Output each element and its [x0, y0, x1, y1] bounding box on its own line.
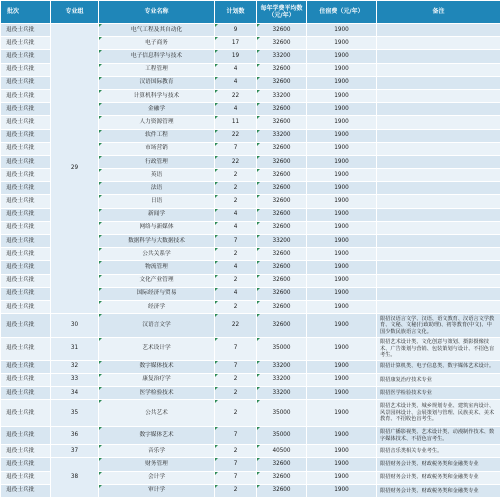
batch-cell: 退役士兵批 [1, 37, 51, 50]
major-cell: 艺术设计学 [99, 338, 215, 361]
plan-cell: 22 [215, 89, 257, 102]
batch-cell: 退役士兵批 [1, 445, 51, 458]
plan-cell: 22 [215, 129, 257, 142]
lodging-cell: 1900 [307, 50, 377, 63]
tuition-cell: 32600 [257, 103, 307, 116]
group-cell: 37 [51, 445, 99, 458]
major-cell: 数据科学与大数据技术 [99, 235, 215, 248]
batch-cell: 退役士兵批 [1, 24, 51, 37]
batch-cell: 退役士兵批 [1, 274, 51, 287]
tuition-cell: 32600 [257, 155, 307, 168]
plan-cell: 2 [215, 300, 257, 313]
lodging-cell: 1900 [307, 103, 377, 116]
lodging-cell: 1900 [307, 142, 377, 155]
plan-cell: 4 [215, 261, 257, 274]
lodging-cell: 1900 [307, 208, 377, 221]
plan-cell: 22 [215, 155, 257, 168]
major-cell: 审计学 [99, 484, 215, 497]
header-group: 专业组 [51, 1, 99, 24]
batch-cell: 退役士兵批 [1, 129, 51, 142]
major-cell: 英语 [99, 169, 215, 182]
major-cell: 日语 [99, 195, 215, 208]
batch-cell: 退役士兵批 [1, 116, 51, 129]
major-cell: 物流管理 [99, 261, 215, 274]
group-cell: 31 [51, 338, 99, 361]
plan-cell: 7 [215, 142, 257, 155]
note-cell: 限招计算机类、电子信息类、数字媒体艺术设计。 [377, 360, 500, 373]
plan-cell: 2 [215, 373, 257, 386]
group-cell: 34 [51, 387, 99, 400]
header-lodging: 住宿费（元/年） [307, 1, 377, 24]
lodging-cell: 1900 [307, 274, 377, 287]
major-cell: 电子信息科学与技术 [99, 50, 215, 63]
table-row [1, 373, 500, 386]
major-cell: 康复治疗学 [99, 373, 215, 386]
tuition-cell: 33200 [257, 235, 307, 248]
tuition-cell: 33200 [257, 373, 307, 386]
header-plan: 计划数 [215, 1, 257, 24]
major-cell: 网络与新媒体 [99, 221, 215, 234]
tuition-cell: 32600 [257, 24, 307, 37]
group-cell: 35 [51, 400, 99, 427]
note-cell [377, 287, 500, 300]
major-cell: 金融学 [99, 103, 215, 116]
batch-cell: 退役士兵批 [1, 221, 51, 234]
lodging-cell: 1900 [307, 63, 377, 76]
plan-cell: 19 [215, 50, 257, 63]
note-cell [377, 89, 500, 102]
note-cell: 限招康复治疗技术专业 [377, 373, 500, 386]
major-cell: 公共关系学 [99, 248, 215, 261]
tuition-cell: 32600 [257, 63, 307, 76]
tuition-cell: 32600 [257, 142, 307, 155]
tuition-cell: 33200 [257, 129, 307, 142]
header-batch: 批次 [1, 1, 51, 24]
plan-cell: 4 [215, 76, 257, 89]
plan-cell: 7 [215, 458, 257, 471]
header-tuition: 每年学费平均数（元/年） [257, 1, 307, 24]
plan-cell: 4 [215, 103, 257, 116]
plan-cell: 7 [215, 338, 257, 361]
lodging-cell: 1900 [307, 248, 377, 261]
lodging-cell: 1900 [307, 338, 377, 361]
plan-cell: 2 [215, 248, 257, 261]
tuition-cell: 32600 [257, 471, 307, 484]
major-cell: 汉语言文学 [99, 314, 215, 338]
tuition-cell: 32600 [257, 37, 307, 50]
lodging-cell: 1900 [307, 360, 377, 373]
note-cell: 限招广播影视类、艺术设计类、动漫制作技术、数字媒体技术、不招色盲考生。 [377, 427, 500, 445]
tuition-cell: 32600 [257, 182, 307, 195]
lodging-cell: 1900 [307, 300, 377, 313]
note-cell [377, 261, 500, 274]
table-row [1, 445, 500, 458]
table-row [1, 387, 500, 400]
lodging-cell: 1900 [307, 387, 377, 400]
batch-cell: 退役士兵批 [1, 484, 51, 497]
lodging-cell: 1900 [307, 116, 377, 129]
lodging-cell: 1900 [307, 155, 377, 168]
tuition-cell: 33200 [257, 387, 307, 400]
plan-cell: 2 [215, 400, 257, 427]
major-cell: 工程管理 [99, 63, 215, 76]
plan-cell: 2 [215, 195, 257, 208]
table-row [1, 360, 500, 373]
batch-cell: 退役士兵批 [1, 287, 51, 300]
lodging-cell: 1900 [307, 221, 377, 234]
group-cell: 38 [51, 458, 99, 498]
batch-cell: 退役士兵批 [1, 458, 51, 471]
tuition-cell: 32600 [257, 287, 307, 300]
tuition-cell: 32600 [257, 248, 307, 261]
table-body [1, 24, 500, 498]
lodging-cell: 1900 [307, 400, 377, 427]
major-cell: 市场营销 [99, 142, 215, 155]
plan-cell: 7 [215, 360, 257, 373]
tuition-cell: 32600 [257, 314, 307, 338]
tuition-cell: 32600 [257, 484, 307, 497]
major-cell: 国际经济与贸易 [99, 287, 215, 300]
tuition-cell: 32600 [257, 208, 307, 221]
batch-cell: 退役士兵批 [1, 360, 51, 373]
lodging-cell: 1900 [307, 169, 377, 182]
tuition-cell: 32600 [257, 116, 307, 129]
note-cell: 限招财务会计类、财政税务类和金融类专业 [377, 458, 500, 471]
major-cell: 音乐学 [99, 445, 215, 458]
plan-cell: 2 [215, 484, 257, 497]
plan-cell: 4 [215, 63, 257, 76]
lodging-cell: 1900 [307, 445, 377, 458]
plan-cell: 4 [215, 221, 257, 234]
major-cell: 计算机科学与技术 [99, 89, 215, 102]
note-cell [377, 76, 500, 89]
lodging-cell: 1900 [307, 195, 377, 208]
plan-cell: 22 [215, 314, 257, 338]
batch-cell: 退役士兵批 [1, 427, 51, 445]
table-row [1, 458, 500, 471]
plan-cell: 2 [215, 387, 257, 400]
tuition-cell: 32600 [257, 261, 307, 274]
note-cell: 限招财务会计类、财政税务类和金融类专业 [377, 471, 500, 484]
plan-cell: 9 [215, 24, 257, 37]
plan-cell: 2 [215, 169, 257, 182]
note-cell: 限招汉语言文学、汉语、语文教育、汉语言文学教育、文秘、文秘(行政助理)、初等教育(中文)、中国少数民族语言文化。 [377, 314, 500, 338]
group-cell: 32 [51, 360, 99, 373]
note-cell [377, 182, 500, 195]
tuition-cell: 32600 [257, 300, 307, 313]
plan-cell: 7 [215, 235, 257, 248]
tuition-cell: 33200 [257, 50, 307, 63]
lodging-cell: 1900 [307, 458, 377, 471]
batch-cell: 退役士兵批 [1, 50, 51, 63]
lodging-cell: 1900 [307, 373, 377, 386]
note-cell [377, 63, 500, 76]
batch-cell: 退役士兵批 [1, 471, 51, 484]
table-row [1, 314, 500, 338]
lodging-cell: 1900 [307, 37, 377, 50]
batch-cell: 退役士兵批 [1, 103, 51, 116]
lodging-cell: 1900 [307, 129, 377, 142]
lodging-cell: 1900 [307, 24, 377, 37]
plan-cell: 17 [215, 37, 257, 50]
major-cell: 汉语国际教育 [99, 76, 215, 89]
lodging-cell: 1900 [307, 427, 377, 445]
plan-cell: 11 [215, 116, 257, 129]
note-cell [377, 37, 500, 50]
lodging-cell: 1900 [307, 471, 377, 484]
batch-cell: 退役士兵批 [1, 400, 51, 427]
group-cell: 29 [51, 24, 99, 314]
lodging-cell: 1900 [307, 484, 377, 497]
plan-cell: 7 [215, 427, 257, 445]
batch-cell: 退役士兵批 [1, 261, 51, 274]
note-cell [377, 116, 500, 129]
lodging-cell: 1900 [307, 287, 377, 300]
lodging-cell: 1900 [307, 76, 377, 89]
major-cell: 电气工程及其自动化 [99, 24, 215, 37]
tuition-cell: 32600 [257, 274, 307, 287]
major-cell: 新闻学 [99, 208, 215, 221]
lodging-cell: 1900 [307, 235, 377, 248]
major-cell: 医学检验技术 [99, 387, 215, 400]
note-cell [377, 221, 500, 234]
group-cell: 30 [51, 314, 99, 338]
batch-cell: 退役士兵批 [1, 142, 51, 155]
note-cell [377, 300, 500, 313]
tuition-cell: 32600 [257, 195, 307, 208]
batch-cell: 退役士兵批 [1, 76, 51, 89]
tuition-cell: 32600 [257, 458, 307, 471]
lodging-cell: 1900 [307, 89, 377, 102]
note-cell: 限招音乐类相关专业考生。 [377, 445, 500, 458]
batch-cell: 退役士兵批 [1, 63, 51, 76]
tuition-cell: 35000 [257, 338, 307, 361]
tuition-cell: 40500 [257, 445, 307, 458]
header-note: 备注 [377, 1, 500, 24]
plan-cell: 4 [215, 208, 257, 221]
major-cell: 数字媒体艺术 [99, 427, 215, 445]
plan-cell: 2 [215, 274, 257, 287]
major-cell: 法语 [99, 182, 215, 195]
major-cell: 数字媒体技术 [99, 360, 215, 373]
major-cell: 经济学 [99, 300, 215, 313]
plan-cell: 2 [215, 182, 257, 195]
note-cell: 限招医学检验技术专业 [377, 387, 500, 400]
table-row [1, 24, 500, 37]
plan-cell: 7 [215, 471, 257, 484]
batch-cell: 退役士兵批 [1, 89, 51, 102]
batch-cell: 退役士兵批 [1, 248, 51, 261]
batch-cell: 退役士兵批 [1, 155, 51, 168]
plan-cell: 2 [215, 445, 257, 458]
tuition-cell: 32600 [257, 221, 307, 234]
note-cell [377, 24, 500, 37]
plan-cell: 4 [215, 287, 257, 300]
batch-cell: 退役士兵批 [1, 387, 51, 400]
major-cell: 财务管理 [99, 458, 215, 471]
note-cell: 限招艺术设计类、文化创意与策划、摄影摄像技术、广告策划与营销、包装策划与设计、不招色盲考生。 [377, 338, 500, 361]
batch-cell: 退役士兵批 [1, 195, 51, 208]
batch-cell: 退役士兵批 [1, 169, 51, 182]
major-cell: 电子商务 [99, 37, 215, 50]
note-cell [377, 103, 500, 116]
batch-cell: 退役士兵批 [1, 373, 51, 386]
table-row [1, 400, 500, 427]
batch-cell: 退役士兵批 [1, 314, 51, 338]
note-cell: 限招财务会计类、财政税务类和金融类专业 [377, 484, 500, 497]
batch-cell: 退役士兵批 [1, 235, 51, 248]
note-cell [377, 195, 500, 208]
tuition-cell: 33200 [257, 89, 307, 102]
major-cell: 文化产业管理 [99, 274, 215, 287]
table-header [1, 1, 500, 24]
group-cell: 36 [51, 427, 99, 445]
note-cell [377, 142, 500, 155]
major-cell: 公共艺术 [99, 400, 215, 427]
note-cell [377, 129, 500, 142]
note-cell [377, 50, 500, 63]
major-cell: 软件工程 [99, 129, 215, 142]
tuition-cell: 35000 [257, 427, 307, 445]
note-cell [377, 248, 500, 261]
batch-cell: 退役士兵批 [1, 182, 51, 195]
note-cell: 限招艺术设计类、城乡规划专业、建筑室内设计、风景园林设计、会展策划与管理、民族美术、美术教育、不招收色盲考生。 [377, 400, 500, 427]
tuition-cell: 32600 [257, 169, 307, 182]
tuition-cell: 33200 [257, 360, 307, 373]
batch-cell: 退役士兵批 [1, 338, 51, 361]
note-cell [377, 208, 500, 221]
note-cell [377, 274, 500, 287]
lodging-cell: 1900 [307, 314, 377, 338]
note-cell [377, 235, 500, 248]
table-row [1, 427, 500, 445]
lodging-cell: 1900 [307, 261, 377, 274]
batch-cell: 退役士兵批 [1, 208, 51, 221]
tuition-cell: 35000 [257, 400, 307, 427]
header-major: 专业名称 [99, 1, 215, 24]
note-cell [377, 155, 500, 168]
group-cell: 33 [51, 373, 99, 386]
note-cell [377, 169, 500, 182]
lodging-cell: 1900 [307, 182, 377, 195]
major-cell: 行政管理 [99, 155, 215, 168]
table-row [1, 338, 500, 361]
tuition-cell: 32600 [257, 76, 307, 89]
batch-cell: 退役士兵批 [1, 300, 51, 313]
major-cell: 会计学 [99, 471, 215, 484]
major-cell: 人力资源管理 [99, 116, 215, 129]
